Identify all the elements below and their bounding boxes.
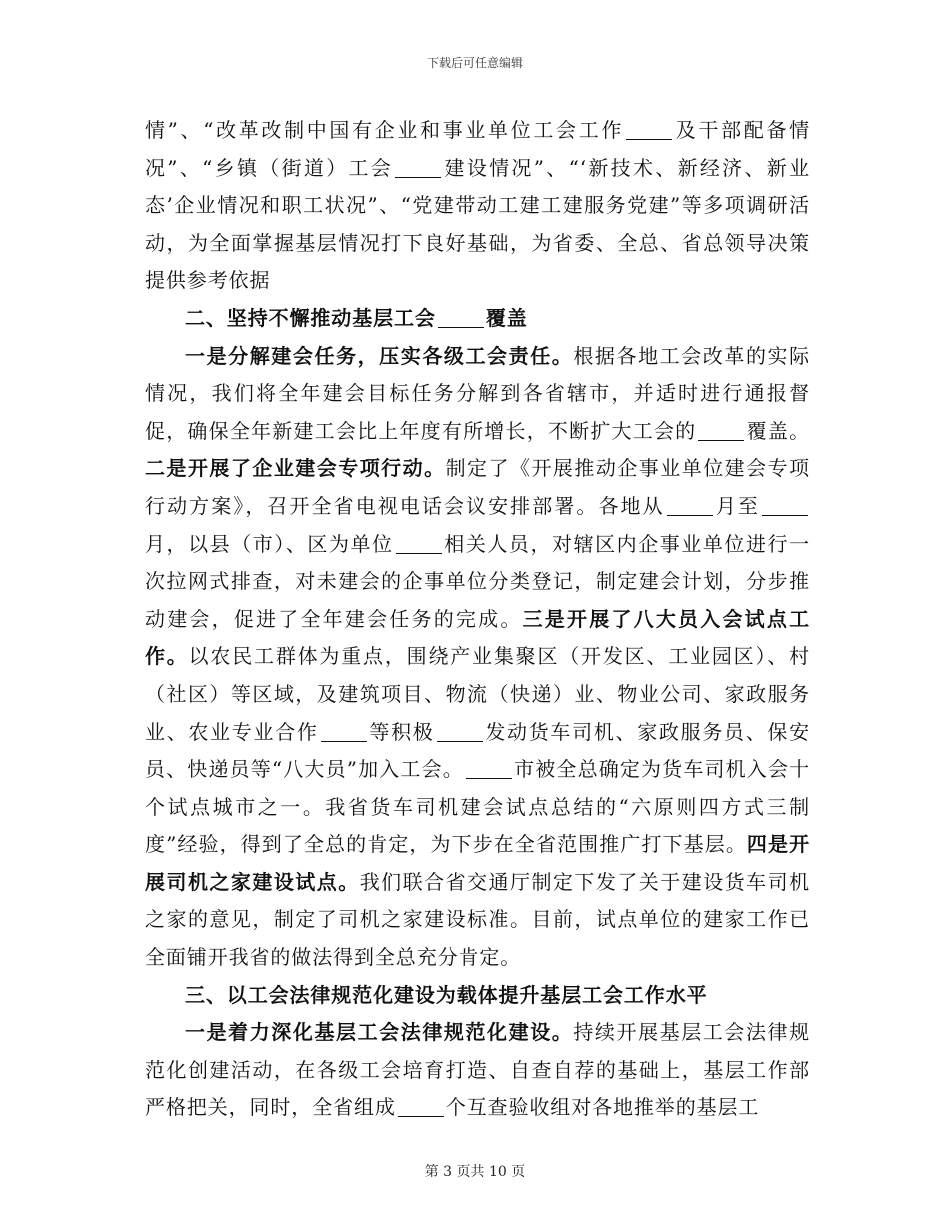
text-run: 发动货车司机、家政服务员、保安员、快递员等“八大员”加入工会。 bbox=[145, 719, 811, 782]
blank-line bbox=[626, 119, 672, 140]
text-run: 月，以县（市）、区为单位 bbox=[145, 531, 394, 556]
blank-line bbox=[437, 721, 483, 742]
text-run: 制定了《开展推动企事业单位建会专项行动方案》，召开全省电视电话会议安排部署。各地从 bbox=[145, 456, 810, 518]
text-run: 根据各地工会改革的实际情况，我们将全年建会目标任务分解到各省辖市，并适时进行通报督促，确保全年新建工会比上年度有所增长，不断扩大工会的 bbox=[145, 343, 810, 443]
blank-line bbox=[466, 758, 512, 779]
page-footer: 第 3 页共 10 页 bbox=[424, 1164, 526, 1180]
text-run: 以农民工群体为重点，围绕产业集聚区（开发区、工业园区）、村（社区）等区域，及建筑项目、物流（快递）业、物业公司、家政服务业、农业专业合作 bbox=[145, 644, 810, 744]
blank-line bbox=[398, 1096, 444, 1117]
paragraph-3 bbox=[145, 1014, 810, 1127]
text-run: 市被全总确定为货车司机入会十个试点城市之一。我省货车司机建会试点总结的“六原则四方式三制度”经验，得到了全总的肯定，为下步在全省范围推广打下基层。 bbox=[145, 757, 810, 857]
blank-line bbox=[667, 495, 713, 516]
paragraph-1 bbox=[145, 112, 810, 300]
blank-line bbox=[321, 721, 367, 742]
document-body bbox=[145, 112, 810, 1127]
bold-lead: 四是开展司机之家建设试点。 bbox=[145, 832, 811, 894]
bold-lead: 一是着力深化基层工会法律规范化建设。 bbox=[185, 1020, 574, 1045]
text-run: 情”、“改革改制中国有企业和事业单位工会工作 bbox=[145, 118, 625, 142]
section-heading-2 bbox=[145, 300, 810, 338]
section-heading-3: 三、以工会法律规范化建设为载体提升基层工会工作水平 bbox=[185, 982, 708, 1007]
text-run: 覆盖。 bbox=[746, 418, 810, 443]
text-run: 相关人员，对辖区内企事业单位进行一次拉网式排查，对未建会的企事单位分类登记，制定建会计划，分步推动建会，促进了全年建会任务的完成。 bbox=[145, 531, 810, 631]
text-run: 月至 bbox=[714, 493, 760, 518]
text-run: 建设情况”、“‘新技术、新经济、新业态’企业情况和职工状况”、“党建带动工建工建服务党建”等多项调研活动，为全面掌握基层情况打下良好基础，为省委、全总、省总领导决策提供参考依据 bbox=[145, 155, 810, 293]
blank-line bbox=[762, 495, 808, 516]
text-run: 我们联合省交通厅制定下发了关于建设货车司机之家的意见，制定了司机之家建设标准。目前，试点单位的建家工作已全面铺开我省的做法得到全总充分肯定。 bbox=[145, 869, 810, 970]
bold-lead: 三是开展了八大员入会试点工作。 bbox=[145, 606, 810, 669]
heading-text: 覆盖 bbox=[485, 305, 528, 330]
text-run: 等积极 bbox=[368, 719, 435, 744]
paragraph-2 bbox=[145, 338, 810, 977]
text-run: 持续开展基层工会法律规范化创建活动，在各级工会培育打造、自查自荐的基础上，基层工作部严格把关，同时，全省组成 bbox=[145, 1020, 810, 1120]
bold-lead: 二是开展了企业建会专项行动。 bbox=[145, 456, 446, 481]
text-run: 及干部配备情况”、“乡镇（街道）工会 bbox=[145, 118, 811, 180]
bold-lead: 一是分解建会任务，压实各级工会责任。 bbox=[185, 343, 574, 368]
text-run: 个互查验收组对各地推举的基层工 bbox=[445, 1095, 760, 1120]
blank-line bbox=[396, 533, 442, 554]
blank-line bbox=[438, 307, 484, 328]
blank-line bbox=[395, 157, 441, 178]
page-header: 下载后可任意编辑 bbox=[426, 56, 523, 70]
blank-line bbox=[698, 420, 744, 441]
heading-text: 二、坚持不懈推动基层工会 bbox=[185, 305, 436, 330]
